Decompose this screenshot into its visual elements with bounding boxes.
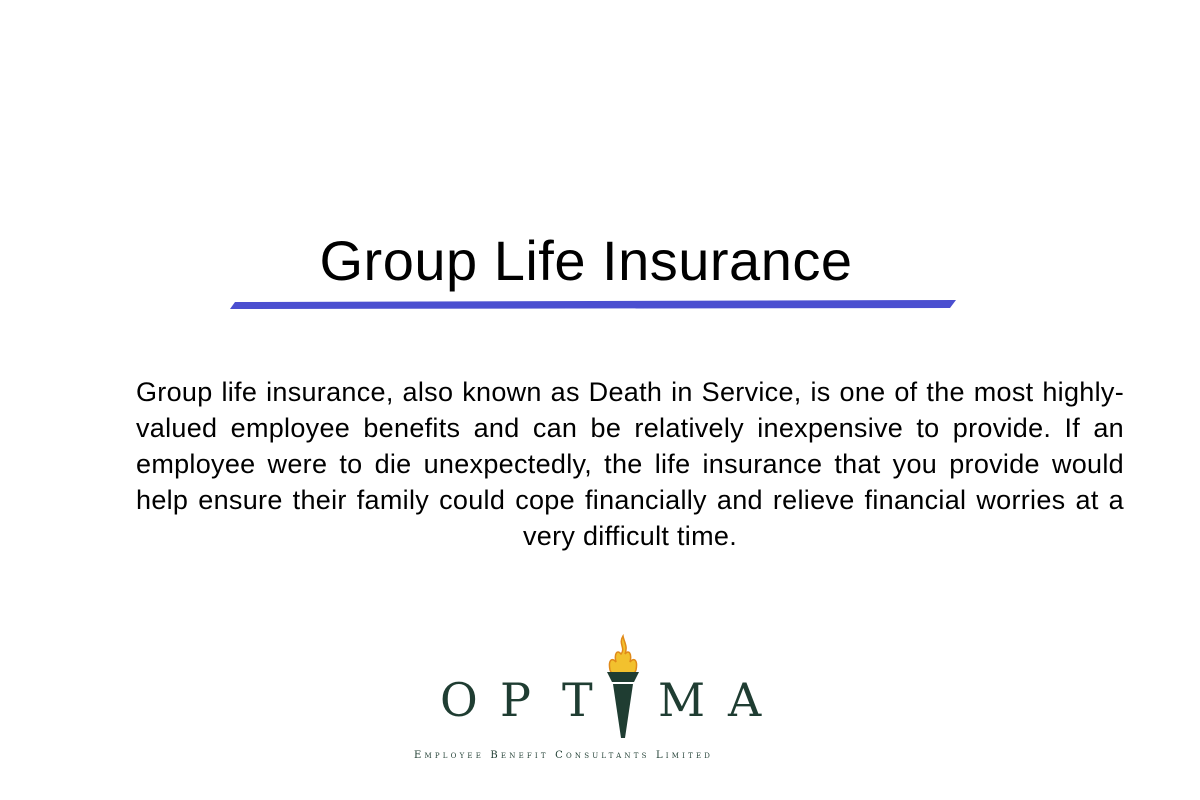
torch-icon: [600, 632, 646, 742]
title-underline: [230, 298, 956, 310]
logo-tagline: Employee Benefit Consultants Limited: [414, 750, 714, 761]
optima-logo: [400, 632, 820, 792]
body-paragraph: Group life insurance, also known as Death in Service, is one of the most highly-valued employee benefits and can be relatively inexpensive to provide. If an employee were to die unexpectedly, the life insurance that you provide would help ensure their family could cope financially and relieve financial worries at a very difficult time.: [136, 377, 1124, 551]
logo-letter-o: O: [440, 673, 478, 727]
slide-title: Group Life Insurance: [319, 229, 853, 292]
logo-letter-t: T: [562, 673, 593, 727]
logo-letter-a: A: [728, 673, 762, 727]
logo-letter-m: M: [658, 673, 706, 727]
logo-letter-p: P: [500, 673, 531, 727]
